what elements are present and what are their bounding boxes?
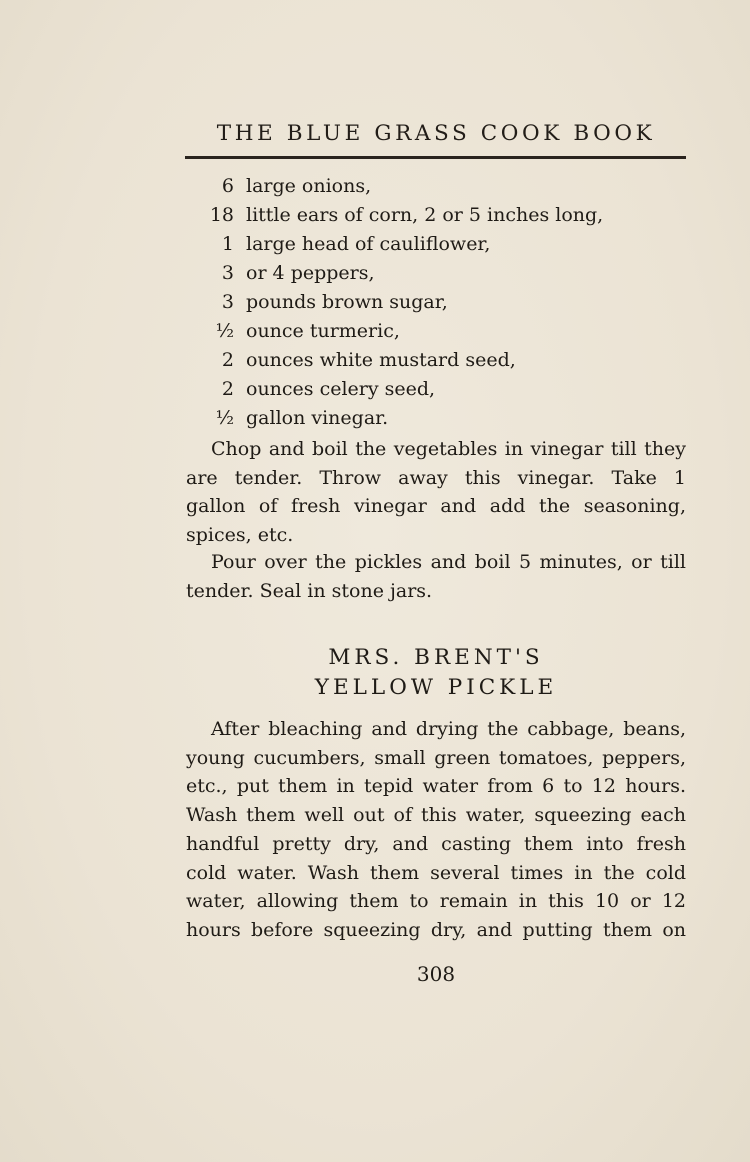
paragraph-line: etc., put them in tepid water from 6 to 12 hours.: [186, 775, 686, 798]
recipe-title-line-2: YELLOW PICKLE: [314, 675, 558, 700]
ingredient-quantity: 3: [221, 291, 234, 313]
header-rule: [185, 156, 686, 159]
paragraph-line: hours before squeezing dry, and putting them on: [186, 918, 686, 941]
paragraph-line: cold water. Wash them several times in the cold: [186, 861, 686, 884]
ingredient-item: [190, 346, 690, 375]
paragraph-line: Chop and boil the vegetables in vinegar till they: [211, 438, 686, 460]
instructions-paragraph: [186, 548, 686, 605]
instructions-paragraph: [186, 435, 686, 550]
ingredient-quantity: 3: [221, 262, 234, 284]
ingredient-item: [190, 230, 690, 259]
ingredient-text: little ears of corn, 2 or 5 inches long,: [246, 204, 604, 226]
paragraph-line: handful pretty dry, and casting them into fresh: [186, 832, 686, 855]
recipe-paragraph: [186, 715, 686, 945]
ingredient-item: [190, 317, 690, 346]
ingredient-list: [190, 172, 690, 433]
ingredient-item: [190, 288, 690, 317]
ingredient-item: [190, 201, 690, 230]
ingredient-text: ounce turmeric,: [246, 320, 400, 342]
page-number: 308: [416, 962, 456, 986]
ingredient-quantity: 6: [221, 175, 234, 197]
ingredient-text: large head of cauliflower,: [246, 233, 491, 255]
ingredient-quantity: 2: [221, 378, 234, 400]
ingredient-quantity: 18: [209, 204, 234, 226]
ingredient-text: ounces celery seed,: [246, 378, 436, 400]
paragraph-line: spices, etc.: [186, 524, 294, 547]
paragraph-line: water, allowing them to remain in this 10 or 12: [186, 890, 686, 913]
paragraph-line: Pour over the pickles and boil 5 minutes, or till: [211, 551, 686, 573]
ingredient-quantity: ½: [215, 320, 234, 342]
ingredient-text: gallon vinegar.: [246, 407, 389, 429]
paragraph-line: gallon of fresh vinegar and add the seasoning,: [186, 495, 686, 518]
paragraph-line: young cucumbers, small green tomatoes, peppers,: [186, 746, 686, 769]
ingredient-item: [190, 404, 690, 433]
ingredient-text: pounds brown sugar,: [246, 291, 448, 313]
paragraph-line: are tender. Throw away this vinegar. Take 1: [186, 466, 686, 489]
ingredient-quantity: 1: [221, 233, 234, 255]
running-head: THE BLUE GRASS COOK BOOK: [216, 121, 656, 146]
ingredient-item: [190, 259, 690, 288]
paragraph-line: tender. Seal in stone jars.: [186, 579, 433, 602]
paragraph-line: Wash them well out of this water, squeezing each: [186, 804, 686, 827]
ingredient-text: or 4 peppers,: [246, 262, 375, 284]
ingredient-text: ounces white mustard seed,: [246, 349, 516, 371]
ingredient-quantity: 2: [221, 349, 234, 371]
recipe-title-line-1: MRS. BRENT'S: [328, 645, 544, 670]
ingredient-quantity: ½: [215, 407, 234, 429]
paragraph-line: After bleaching and drying the cabbage, beans,: [211, 718, 686, 740]
ingredient-item: [190, 375, 690, 404]
ingredient-item: [190, 172, 690, 201]
ingredient-text: large onions,: [246, 175, 372, 197]
